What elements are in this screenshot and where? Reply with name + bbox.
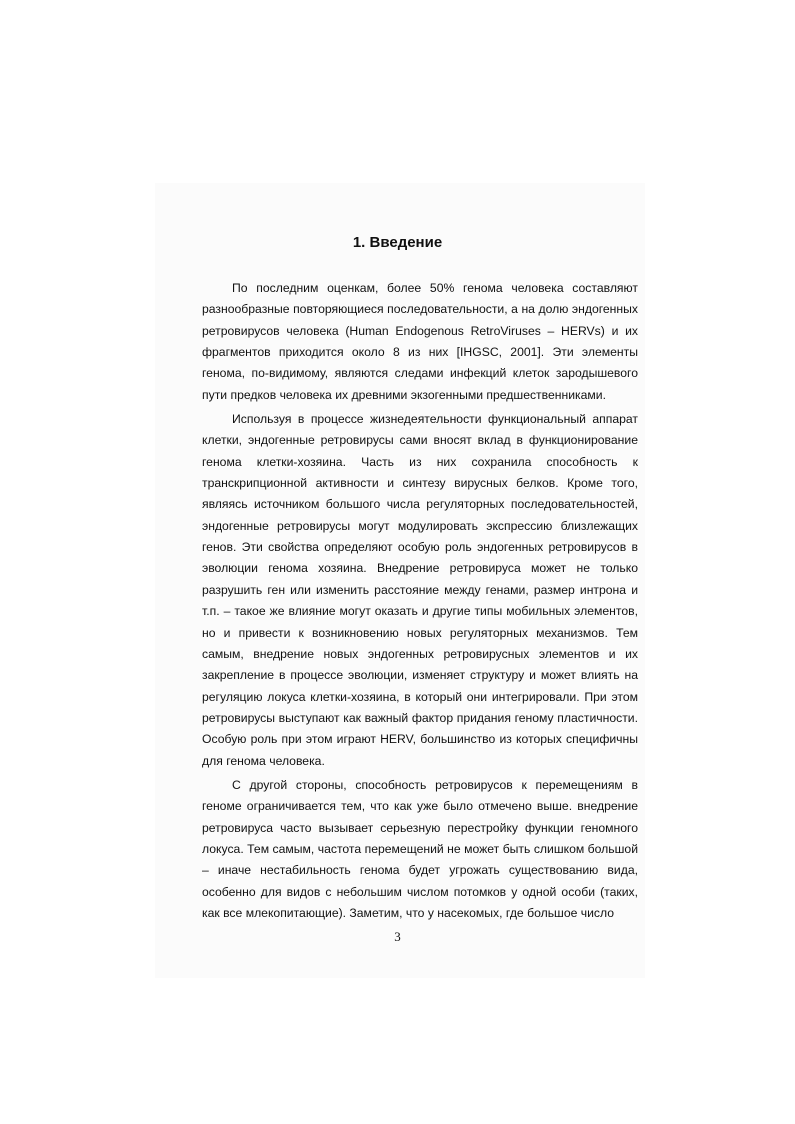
text-line: геноме ограничивается тем, что как уже было отмечено выше. внедрение: [202, 799, 638, 814]
text-line: регуляцию локуса клетки-хозяина, в который они интегрировали. При этом: [202, 689, 638, 704]
text-line: генов. Эти свойства определяют особую роль эндогенных ретровирусов в: [202, 540, 638, 555]
text-line: являясь источником большого числа регуляторных последовательностей,: [202, 497, 638, 512]
paragraph: [202, 775, 638, 924]
text-line: ретровируса часто вызывает серьезную перестройку функции геномного: [202, 820, 638, 835]
text-line: т.п. – такое же влияние могут оказать и другие типы мобильных элементов,: [202, 604, 638, 619]
text-line: пути предков человека их древними экзогенными предшественниками.: [202, 387, 606, 402]
text-line: фрагментов приходится около 8 из них [IHGSC, 2001]. Эти элементы: [202, 345, 638, 360]
text-line: но и привести к возникновению новых регуляторных механизмов. Тем: [202, 625, 638, 640]
text-line: клетки, эндогенные ретровирусы сами вносят вклад в функционирование: [202, 433, 638, 448]
text-line: Используя в процессе жизнедеятельности функциональный аппарат: [232, 412, 638, 427]
text-line: для генома человека.: [202, 753, 325, 768]
text-line: Особую роль при этом играют HERV, большинство из которых специфичны: [202, 732, 638, 747]
text-line: самым, внедрение новых эндогенных ретровирусных элементов и их: [202, 646, 638, 661]
text-line: генома клетки-хозяина. Часть из них сохранила способность к: [202, 454, 638, 469]
text-line: эндогенные ретровирусы могут модулировать экспрессию близлежащих: [202, 518, 638, 533]
text-line: генома, по-видимому, являются следами инфекций клеток зародышевого: [202, 366, 638, 381]
body-text: [202, 278, 638, 927]
text-line: разрушить ген или изменить расстояние между генами, размер интрона и: [202, 582, 638, 597]
text-line: По последним оценкам, более 50% генома человека составляют: [232, 281, 638, 295]
page-number: 3: [394, 929, 401, 944]
section-title: 1. Введение: [352, 234, 443, 251]
paragraph: [202, 278, 638, 406]
text-line: разнообразные повторяющиеся последовательности, а на долю эндогенных: [202, 302, 638, 317]
text-line: ретровирусы выступают как важный фактор придания геному пластичности.: [202, 710, 638, 725]
text-line: как все млекопитающие). Заметим, что у насекомых, где большое число: [202, 905, 615, 920]
text-line: – иначе нестабильность генома будет угрожать существованию вида,: [202, 863, 638, 878]
text-line: транскрипционной активности и синтезу вирусных белков. Кроме того,: [202, 476, 638, 491]
text-line: закрепление в процессе эволюции, изменяет структуру и может влиять на: [202, 668, 638, 683]
text-line: ретровирусов человека (Human Endogenous RetroViruses – HERVs) и их: [202, 323, 638, 338]
text-line: особенно для видов с небольшим числом потомков у одной особи (таких,: [202, 884, 638, 899]
text-line: С другой стороны, способность ретровирусов к перемещениям в: [232, 777, 638, 792]
text-line: локуса. Тем самым, частота перемещений не может быть слишком большой: [202, 841, 638, 856]
paragraph: [202, 409, 638, 772]
text-line: эволюции генома хозяина. Внедрение ретровируса может не только: [202, 561, 638, 576]
